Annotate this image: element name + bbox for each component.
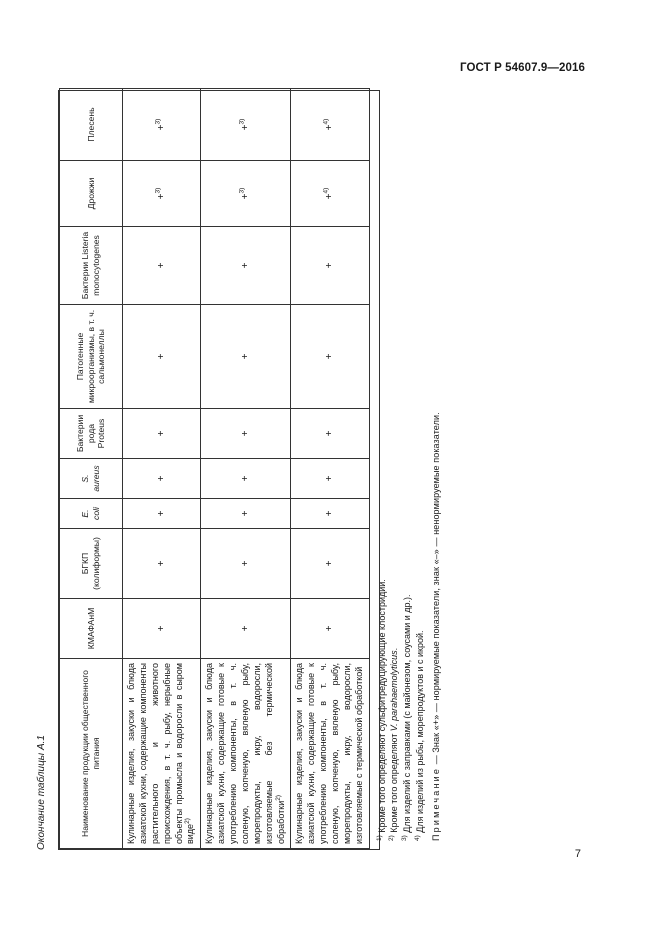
row-name-text: Кулинарные изделия, закуски и блюда азиатской кухни, содержащие компоненты растительного и животного происхождения, в т. ч. рыбу, нерыбные объекты промысла и водоросли в сыром виде bbox=[126, 663, 196, 844]
cell-value: + bbox=[291, 599, 369, 659]
rotated-table-block bbox=[32, 90, 441, 850]
footnote-mark: 3) bbox=[401, 835, 409, 841]
col-header-mold: Плесень bbox=[60, 89, 123, 161]
row-name bbox=[291, 659, 369, 849]
cell-value: + bbox=[201, 499, 291, 529]
row-name bbox=[201, 659, 291, 849]
cell-value: + bbox=[201, 529, 291, 599]
footnote-text: Кроме того определяют bbox=[389, 731, 400, 833]
col-header-bgkp: БГКП (колиформы) bbox=[60, 529, 123, 599]
footnote-mark: 1) bbox=[375, 835, 383, 841]
cell-value: + bbox=[123, 529, 201, 599]
table-header-row bbox=[60, 89, 123, 849]
col-header-proteus: Бактерии рода Proteus bbox=[60, 409, 123, 459]
footnote-species: V. parahaemolyticus bbox=[389, 650, 400, 732]
footnote-text: Кроме того определяют сульфитредуцирующие клостридии. bbox=[376, 579, 387, 833]
cell-value: + bbox=[123, 409, 201, 459]
cell-value: + bbox=[240, 193, 252, 200]
cell-value: + bbox=[291, 499, 369, 529]
footnote-ref: 3) bbox=[154, 187, 162, 194]
col-header-pathogens: Патогенные микроорганизмы, в т. ч. сальмонеллы bbox=[60, 305, 123, 409]
footnote-ref: 3) bbox=[154, 118, 162, 125]
cell-value: + bbox=[123, 459, 201, 499]
cell-value: + bbox=[123, 305, 201, 409]
microbiology-table bbox=[59, 88, 370, 849]
table-remark bbox=[430, 97, 443, 841]
footnote-ref: 3) bbox=[238, 118, 246, 125]
footnote-tail: . bbox=[389, 647, 400, 651]
footnote-ref: 2) bbox=[274, 794, 282, 801]
cell-value: + bbox=[201, 227, 291, 305]
row-name bbox=[123, 659, 201, 849]
cell-yeast bbox=[123, 161, 201, 227]
cell-value: + bbox=[291, 227, 369, 305]
footnote-ref: 2) bbox=[184, 818, 192, 824]
footnote-2 bbox=[388, 97, 401, 841]
footnote-text: Для изделий из рыбы, морепродуктов и с икрой. bbox=[414, 630, 425, 833]
cell-value: + bbox=[201, 305, 291, 409]
cell-value: + bbox=[291, 529, 369, 599]
cell-value: + bbox=[156, 124, 168, 131]
col-header-kmafanm: КМАФАнМ bbox=[60, 599, 123, 659]
table-frame bbox=[58, 90, 441, 850]
cell-value: + bbox=[324, 193, 336, 200]
footnote-3 bbox=[401, 97, 414, 841]
cell-value: + bbox=[123, 599, 201, 659]
cell-value: + bbox=[123, 227, 201, 305]
footnote-ref: 3) bbox=[238, 187, 246, 194]
cell-value: + bbox=[291, 409, 369, 459]
table-row bbox=[291, 89, 369, 849]
cell-yeast bbox=[201, 161, 291, 227]
footnote-text: Для изделий с заправками (с майонезом, соусами и др.). bbox=[402, 594, 413, 833]
cell-value: + bbox=[240, 124, 252, 131]
cell-value: + bbox=[156, 193, 168, 200]
cell-value: + bbox=[291, 305, 369, 409]
table-row bbox=[201, 89, 291, 849]
footnote-ref: 4) bbox=[323, 118, 331, 125]
footnote-ref: 4) bbox=[323, 187, 331, 194]
cell-value: + bbox=[201, 409, 291, 459]
col-header-name: Наименование продукции общественного питания bbox=[60, 659, 123, 849]
cell-value: + bbox=[123, 499, 201, 529]
remark-text: — Знак «+» — нормируемые показатели, знак «–» — ненормируемые показатели. bbox=[430, 412, 441, 767]
col-header-saureus: S. aureus bbox=[60, 459, 123, 499]
cell-mold bbox=[291, 89, 369, 161]
cell-value: + bbox=[324, 124, 336, 131]
table-caption: Окончание таблицы А.1 bbox=[36, 735, 47, 850]
cell-value: + bbox=[201, 459, 291, 499]
cell-value: + bbox=[291, 459, 369, 499]
footnote-1 bbox=[376, 97, 389, 841]
cell-mold bbox=[201, 89, 291, 161]
row-name-text: Кулинарные изделия, закуски и блюда азиатской кухни, содержащие готовые к употреблению компоненты, в т. ч. соленую, копченую, вяленую рыбу, морепродукты, икру, водоросли, изготовляемые без термической обработки bbox=[204, 663, 286, 844]
col-header-yeast: Дрожжи bbox=[60, 161, 123, 227]
standard-designation: ГОСТ Р 54607.9—2016 bbox=[460, 62, 585, 74]
footnote-mark: 4) bbox=[413, 835, 421, 841]
footnote-4 bbox=[414, 97, 427, 841]
table-row bbox=[123, 89, 201, 849]
footnote-mark: 2) bbox=[388, 835, 396, 841]
cell-mold bbox=[123, 89, 201, 161]
cell-value: + bbox=[201, 599, 291, 659]
page-number: 7 bbox=[574, 848, 581, 860]
cell-yeast bbox=[291, 161, 369, 227]
row-name-text: Кулинарные изделия, закуски и блюда азиатской кухни, содержащие готовые к употреблению компоненты, в т. ч. соленую, копченую, вяленую рыбу, морепродукты, икру, водоросли, изготовляемые с термической обработкой bbox=[294, 663, 364, 844]
remark-label: Примечание bbox=[430, 766, 441, 841]
footnotes-block bbox=[370, 91, 447, 849]
col-header-ecoli: E. coli bbox=[60, 499, 123, 529]
col-header-listeria: Бактерии Listeria monocytogenes bbox=[60, 227, 123, 305]
